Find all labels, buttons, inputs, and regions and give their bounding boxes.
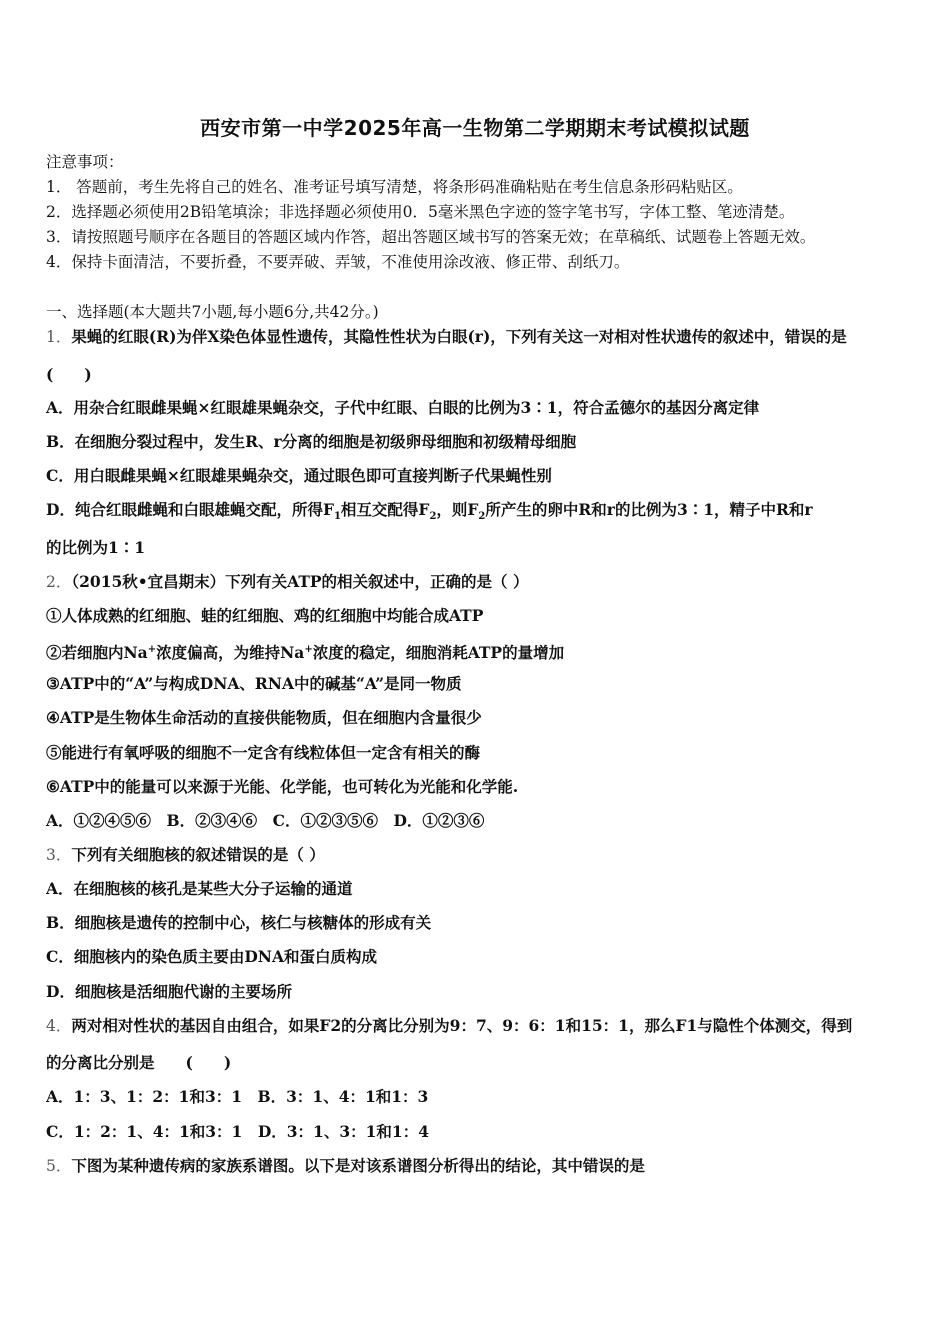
notice-item-3: 3．请按照题号顺序在各题目的答题区域内作答，超出答题区域书写的答案无效；在草稿纸、试题卷上答题无效。 [46, 228, 816, 246]
option-d-text-1: D．纯合红眼雌蝇和白眼雄蝇交配，所得F [46, 500, 334, 519]
question-text: 果蝇的红眼(R)为伴X染色体显性遗传，其隐性性状为白眼(r)，下列有关这一对相对性状遗传的叙述中，错误的是 [71, 327, 847, 346]
question-number: 2． [46, 573, 72, 591]
question-1-stem [46, 327, 916, 347]
statement-text-2: 浓度偏高，为维持Na [156, 643, 305, 663]
question-1-option-c: C．用白眼雌果蝇×红眼雄果蝇杂交，通过眼色即可直接判断子代果蝇性别 [46, 466, 552, 485]
question-number: 3． [46, 846, 72, 864]
subscript: 2 [478, 511, 486, 523]
notice-item-2: 2．选择题必须使用2B铅笔填涂；非选择题必须使用0．5毫米黑色字迹的签字笔书写，字体工整、笔迹清楚。 [46, 203, 795, 221]
subscript: 2 [429, 511, 437, 523]
question-text: 两对相对性状的基因自由组合，如果F2的分离比分别为9：7、9：6：1和15：1，那么F1与隐性个体测交，得到 [71, 1016, 853, 1035]
question-4-options-cd: C．1：2：1、4：1和3：1 D．3：1、3：1和1：4 [46, 1122, 429, 1141]
question-4-options-ab: A．1：3、1：2：1和3：1 B．3：1、4：1和1：3 [46, 1087, 429, 1106]
superscript: + [147, 644, 157, 655]
question-2-statement-3: ③ATP中的“A”与构成DNA、RNA中的碱基“A”是同一物质 [46, 674, 462, 693]
question-text: 下图为某种遗传病的家族系谱图。以下是对该系谱图分析得出的结论，其中错误的是 [71, 1156, 645, 1175]
question-2-options: A．①②④⑤⑥ B．②③④⑥ C．①②③⑤⑥ D．①②③⑥ [46, 811, 485, 830]
question-1-option-d [46, 500, 916, 527]
question-3-option-b: B．细胞核是遗传的控制中心，核仁与核糖体的形成有关 [46, 913, 432, 932]
superscript: + [304, 644, 313, 655]
question-2-stem [46, 572, 916, 592]
question-text: 下列有关细胞核的叙述错误的是（ ） [71, 845, 325, 864]
question-3-option-d: D．细胞核是活细胞代谢的主要场所 [46, 982, 292, 1001]
option-d-text-3: ，则F [436, 500, 479, 519]
notice-item-4: 4．保持卡面清洁，不要折叠，不要弄破、弄皱，不准使用涂改液、修正带、刮纸刀。 [46, 253, 630, 271]
subscript: 1 [333, 511, 341, 523]
section-heading: 一、选择题(本大题共7小题,每小题6分,共42分。) [46, 303, 379, 321]
question-4-stem [46, 1016, 916, 1036]
question-1-option-b: B．在细胞分裂过程中，发生R、r分离的细胞是初级卵母细胞和初级精母细胞 [46, 432, 577, 451]
question-3-stem [46, 845, 916, 865]
option-d-text-4: 所产生的卵中R和r的比例为3∶1，精子中R和r [485, 500, 813, 519]
question-1-paren: ( ) [46, 365, 92, 384]
notice-heading: 注意事项： [46, 153, 124, 171]
question-2-statement-5: ⑤能进行有氧呼吸的细胞不一定含有线粒体但一定含有相关的酶 [46, 743, 481, 762]
question-2-statement-2 [46, 640, 916, 663]
statement-text-1: ②若细胞内Na [46, 643, 148, 663]
question-number: 4． [46, 1017, 72, 1035]
question-5-stem [46, 1156, 916, 1176]
question-number: 1． [46, 328, 72, 346]
question-2-statement-4: ④ATP是生物体生命活动的直接供能物质，但在细胞内含量很少 [46, 708, 482, 727]
statement-text-3: 浓度的稳定，细胞消耗ATP的量增加 [312, 643, 565, 663]
notice-item-1: 1． 答题前，考生先将自己的姓名、准考证号填写清楚，将条形码准确粘贴在考生信息条形码粘贴区。 [46, 178, 743, 196]
question-4-stem-cont: 的分离比分别是 ( ) [46, 1053, 232, 1072]
question-number: 5． [46, 1157, 72, 1175]
question-text: （2015秋•宜昌期末）下列有关ATP的相关叙述中，正确的是（ ） [71, 572, 529, 591]
question-2-statement-6: ⑥ATP中的能量可以来源于光能、化学能，也可转化为光能和化学能. [46, 777, 519, 796]
page-title: 西安市第一中学2025年高一生物第二学期期末考试模拟试题 [200, 116, 750, 140]
question-1-option-a: A．用杂合红眼雌果蝇×红眼雄果蝇杂交，子代中红眼、白眼的比例为3∶1，符合孟德尔的基因分离定律 [46, 398, 760, 417]
question-3-option-c: C．细胞核内的染色质主要由DNA和蛋白质构成 [46, 947, 377, 966]
question-3-option-a: A．在细胞核的核孔是某些大分子运输的通道 [46, 879, 353, 898]
option-d-text-2: 相互交配得F [340, 500, 430, 519]
question-2-statement-1: ①人体成熟的红细胞、蛙的红细胞、鸡的红细胞中均能合成ATP [46, 606, 484, 625]
question-1-option-d-cont: 的比例为1∶1 [46, 538, 146, 557]
